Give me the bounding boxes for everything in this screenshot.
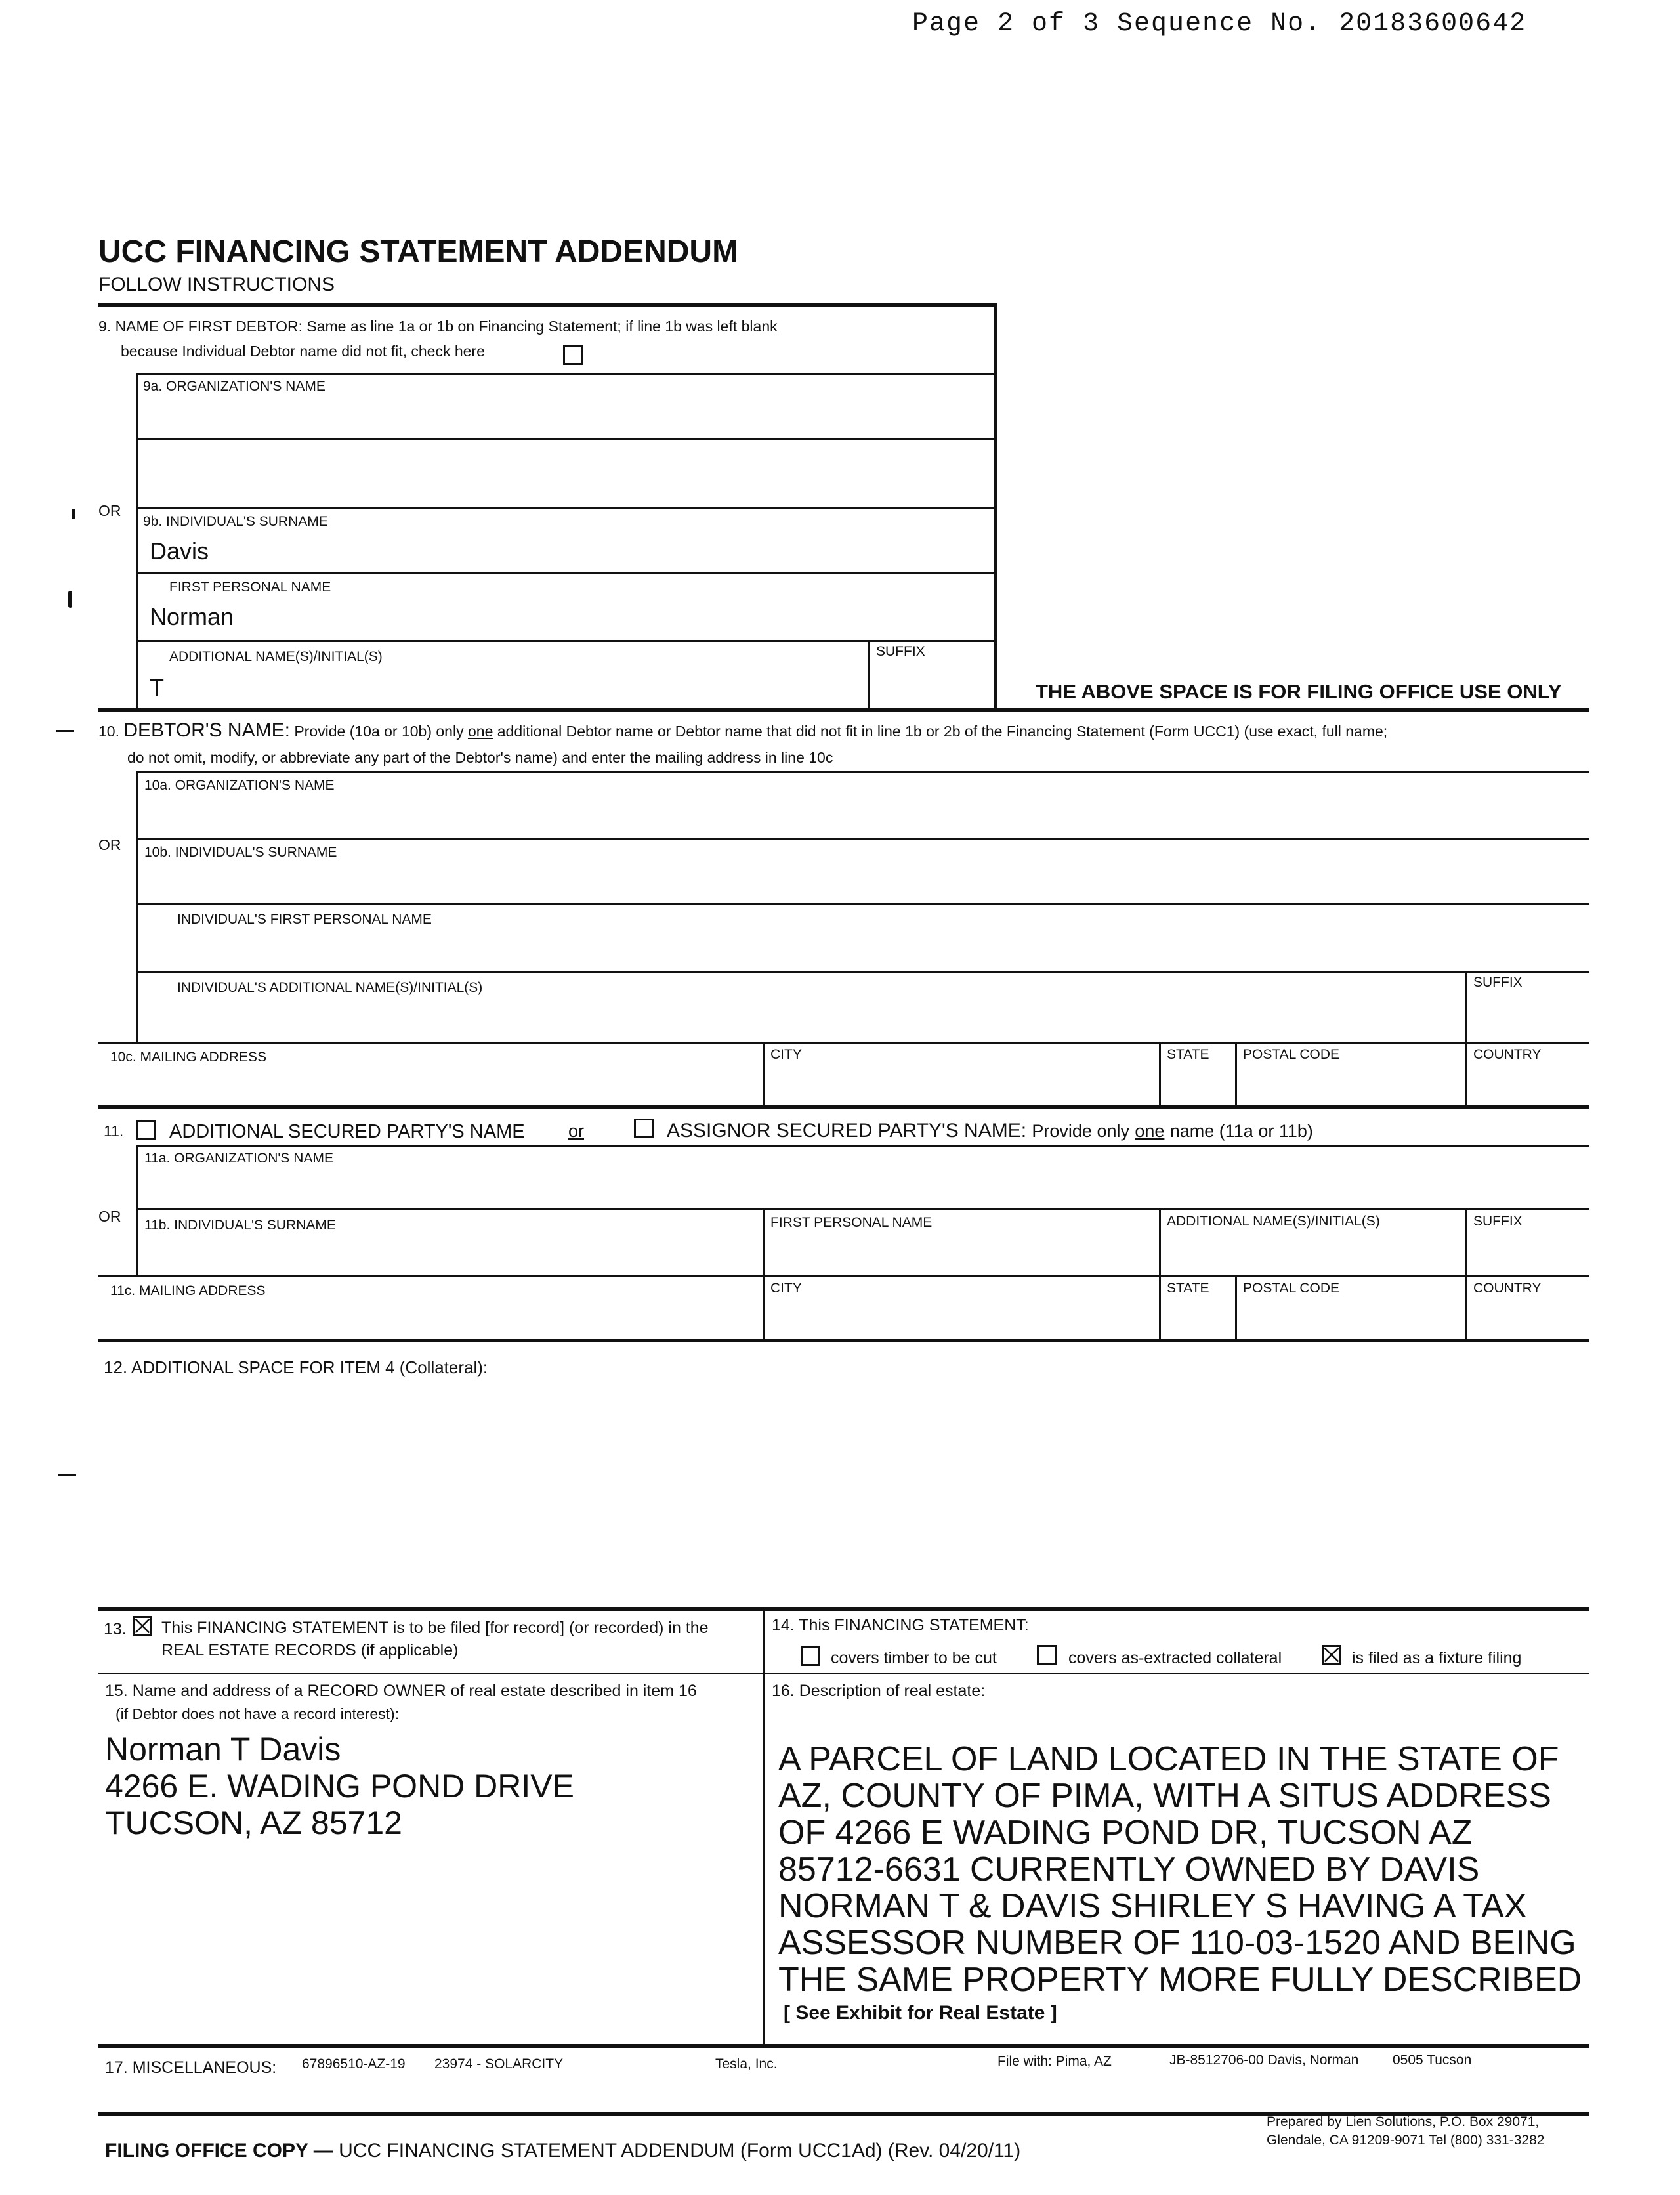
item15-label: 15. Name and address of a RECORD OWNER of real estate described in item 16 [105,1682,697,1700]
item10b-label: 10b. INDIVIDUAL'S SURNAME [144,845,337,860]
item10-city-label: CITY [770,1047,802,1062]
item9-additional-label: ADDITIONAL NAME(S)/INITIAL(S) [169,649,383,664]
item11a-top [136,1145,1589,1147]
misc-ref: 67896510-AZ-19 [302,2056,406,2072]
item13-top-border [98,1607,1589,1611]
page-sequence: Page 2 of 3 Sequence No. 20183600642 [912,9,1527,39]
item9-left-border [136,373,138,710]
item17-label: 17. MISCELLANEOUS: [105,2058,277,2077]
item10-left-border [136,771,138,1042]
item10c-label: 10c. MAILING ADDRESS [110,1050,267,1065]
real-estate-line-3: OF 4266 E WADING POND DR, TUCSON AZ [778,1814,1473,1852]
item10-country-divider [1465,1042,1467,1108]
real-estate-line-6: ASSESSOR NUMBER OF 110-03-1520 AND BEING [778,1924,1576,1962]
item10-first-label: INDIVIDUAL'S FIRST PERSONAL NAME [177,912,432,927]
item13-label: This FINANCING STATEMENT is to be filed [for record] (or recorded) in the [161,1619,709,1637]
item10a-bottom [136,838,1589,840]
item9-top-border [98,303,998,307]
extracted-label: covers as-extracted collateral [1068,1649,1282,1667]
item10-title: DEBTOR'S NAME: [123,719,290,741]
follow-instructions: FOLLOW INSTRUCTIONS [98,274,335,295]
item13-label-line2: REAL ESTATE RECORDS (if applicable) [161,1641,459,1659]
item11-assignor-text: ASSIGNOR SECURED PARTY'S NAME: [667,1120,1027,1141]
debtor-first-name: Norman [150,603,234,630]
item10b-bottom [136,903,1589,905]
real-estate-line-5: NORMAN T & DAVIS SHIRLEY S HAVING A TAX [778,1887,1527,1925]
item11-left-border [136,1145,138,1275]
item9-label: 9. NAME OF FIRST DEBTOR: Same as line 1a or 1b on Financing Statement; if line 1b was left blank [98,318,778,335]
item10-one: one [467,723,494,740]
item11-country-label: COUNTRY [1473,1281,1542,1296]
misc-office: 0505 Tucson [1393,2053,1472,2068]
real-estate-line-7: THE SAME PROPERTY MORE FULLY DESCRIBED [778,1961,1582,1999]
item9-suffix-divider [868,640,870,710]
item11-suffix-divider [1465,1208,1467,1275]
exhibit-note: [ See Exhibit for Real Estate ] [784,2002,1057,2024]
extracted-checkbox[interactable] [1037,1645,1057,1665]
item9b-bottom [136,572,996,574]
item10-state-label: STATE [1167,1047,1209,1062]
item11-top-border [98,1105,1589,1109]
item11c-label: 11c. MAILING ADDRESS [110,1283,266,1298]
item11-provide-one: one [1135,1121,1165,1141]
item10-postal-label: POSTAL CODE [1243,1047,1340,1062]
record-owner-street: 4266 E. WADING POND DRIVE [105,1768,574,1804]
item10-label [98,719,1387,742]
item10-suffix-divider [1465,971,1467,1042]
item11-city-label: CITY [770,1281,802,1296]
item10-text-a: Provide (10a or 10b) only [294,723,464,740]
item11a-bottom [136,1208,1589,1210]
item11-assignor-checkbox[interactable] [634,1119,654,1138]
item9a-bottom [136,438,996,440]
misc-company: Tesla, Inc. [715,2056,778,2072]
checkmark-x-icon [135,1618,150,1634]
footer-copy-rest: UCC FINANCING STATEMENT ADDENDUM (Form UCC1Ad) (Rev. 04/20/11) [339,2140,1021,2162]
item9-or-label: OR [98,502,121,519]
item10-country-label: COUNTRY [1473,1047,1542,1062]
form-title: UCC FINANCING STATEMENT ADDENDUM [98,234,739,269]
footer-copy-bold: FILING OFFICE COPY — [105,2140,333,2162]
item11-first-divider [763,1208,765,1275]
item11-suffix-label: SUFFIX [1473,1214,1522,1229]
item10-label-line2: do not omit, modify, or abbreviate any part of the Debtor's name) and enter the mailing address in line 10c [127,749,833,766]
item9a-top [136,373,996,375]
item10a-label: 10a. ORGANIZATION'S NAME [144,778,335,793]
item12-label: 12. ADDITIONAL SPACE FOR ITEM 4 (Collateral): [104,1357,488,1377]
scan-mark [58,1474,76,1476]
misc-code: 23974 - SOLARCITY [434,2056,564,2072]
item10a-top [136,771,1589,773]
item11-or: or [568,1121,585,1141]
item9-label-line2: because Individual Debtor name did not fit, check here [121,343,485,360]
item10-city-divider [763,1042,765,1108]
item17-top-border [98,2044,1589,2048]
item10-top-border [98,708,1589,712]
item9-first-bottom [136,640,996,642]
misc-job: JB-8512706-00 Davis, Norman [1169,2053,1359,2068]
item9a-org-bottom [136,507,996,509]
item9b-label: 9b. INDIVIDUAL'S SURNAME [143,514,328,529]
item11-postal-divider [1235,1275,1237,1340]
item11-additional-checkbox[interactable] [136,1120,156,1140]
item10-first-bottom [136,971,1589,973]
footer-form-id [105,2140,1020,2162]
item9a-label: 9a. ORGANIZATION'S NAME [143,379,326,394]
scan-mark [68,591,72,608]
item9-checkbox[interactable] [563,345,583,365]
item10-num: 10. [98,723,119,740]
item11-additional-label: ADDITIONAL SECURED PARTY'S NAME [169,1121,525,1142]
item15-label-line2: (if Debtor does not have a record interest): [116,1705,400,1722]
item13-checkbox[interactable] [133,1616,152,1636]
misc-file-with: File with: Pima, AZ [998,2054,1112,2069]
item10-suffix-label: SUFFIX [1473,975,1522,990]
item11-num: 11. [104,1122,124,1140]
item15-top-border [98,1673,1589,1674]
prepared-by: Prepared by Lien Solutions, P.O. Box 29071, [1267,2114,1540,2129]
item11-provide-b: name (11a or 11b) [1169,1121,1313,1141]
timber-checkbox[interactable] [801,1646,820,1666]
item11-or-label: OR [98,1208,121,1225]
item9-first-label: FIRST PERSONAL NAME [169,580,331,595]
scan-mark [56,730,74,732]
filing-office-note: THE ABOVE SPACE IS FOR FILING OFFICE USE ONLY [1036,680,1562,703]
prepared-by-line2: Glendale, CA 91209-9071 Tel (800) 331-3282 [1267,2133,1545,2148]
record-owner-name: Norman T Davis [105,1731,341,1768]
item10-state-divider [1159,1042,1161,1108]
item11-city-divider [763,1275,765,1340]
item11-assignor-label [667,1120,1313,1142]
checkmark-x-icon [1324,1647,1339,1663]
item11-additional-names-label: ADDITIONAL NAME(S)/INITIAL(S) [1167,1214,1380,1229]
debtor-initial: T [150,674,164,701]
item11c-top [98,1275,1589,1277]
item12-top-border [98,1339,1589,1342]
item9-suffix-label: SUFFIX [876,644,925,659]
item11-state-label: STATE [1167,1281,1209,1296]
item11-state-divider [1159,1275,1161,1340]
item11-first-label: FIRST PERSONAL NAME [770,1215,933,1230]
real-estate-line-4: 85712-6631 CURRENTLY OWNED BY DAVIS [778,1850,1480,1888]
item11-provide-a: Provide only [1032,1121,1129,1141]
item11-additional-divider [1159,1208,1161,1275]
item10c-top [98,1042,1589,1044]
debtor-surname: Davis [150,538,209,565]
item10-text-b: additional Debtor name or Debtor name that did not fit in line 1b or 2b of the Financing Statement (Form UCC1) (use exact, full name; [497,723,1388,740]
real-estate-line-1: A PARCEL OF LAND LOCATED IN THE STATE OF [778,1740,1559,1778]
record-owner-city: TUCSON, AZ 85712 [105,1804,402,1841]
real-estate-line-2: AZ, COUNTY OF PIMA, WITH A SITUS ADDRESS [778,1777,1551,1815]
timber-label: covers timber to be cut [831,1649,997,1667]
item16-label: 16. Description of real estate: [772,1682,986,1700]
fixture-checkbox[interactable] [1322,1645,1341,1665]
item11b-label: 11b. INDIVIDUAL'S SURNAME [144,1218,336,1233]
item10-additional-label: INDIVIDUAL'S ADDITIONAL NAME(S)/INITIAL(S) [177,980,483,995]
item13-num: 13. [104,1620,127,1638]
item14-label: 14. This FINANCING STATEMENT: [772,1616,1029,1634]
item10-postal-divider [1235,1042,1237,1108]
scan-mark [72,509,75,519]
item11-country-divider [1465,1275,1467,1340]
item11a-label: 11a. ORGANIZATION'S NAME [144,1151,333,1166]
item11-postal-label: POSTAL CODE [1243,1281,1340,1296]
item10-or-label: OR [98,836,121,853]
fixture-label: is filed as a fixture filing [1352,1649,1522,1667]
